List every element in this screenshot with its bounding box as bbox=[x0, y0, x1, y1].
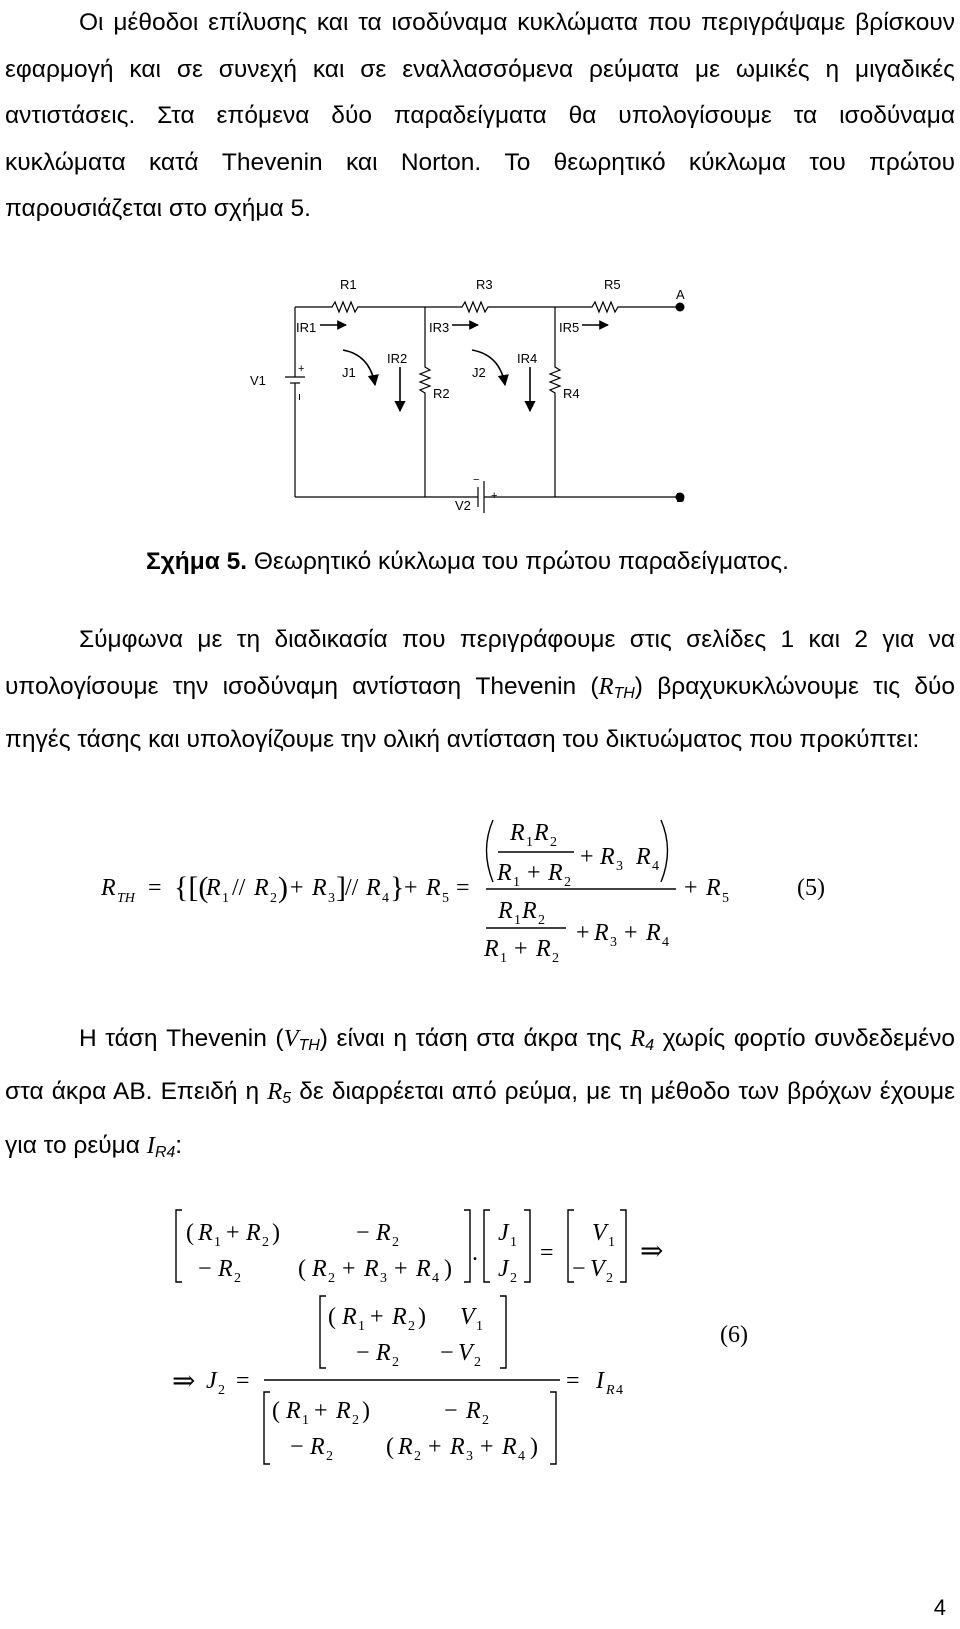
label-v2-plus: + bbox=[491, 490, 498, 502]
svg-text:R: R bbox=[246, 1220, 261, 1246]
svg-text:(: ( bbox=[272, 1398, 280, 1424]
svg-text:+: + bbox=[370, 1304, 384, 1330]
svg-text:R: R bbox=[534, 820, 549, 846]
para2-text-2: ) βραχυκυκλώνουμε τις δύο πηγές τάσης και υπολογίζουμε την ολική αντίσταση του δικτυώματος που προκύπτει: bbox=[5, 672, 956, 753]
para2-symbol: R bbox=[598, 672, 614, 700]
svg-text:4: 4 bbox=[662, 935, 669, 950]
svg-text:1: 1 bbox=[608, 1235, 615, 1250]
svg-text:1: 1 bbox=[510, 1235, 517, 1250]
svg-text:2: 2 bbox=[414, 1449, 421, 1464]
svg-text:R: R bbox=[416, 1256, 431, 1282]
svg-text:+: + bbox=[580, 844, 594, 870]
svg-text:2: 2 bbox=[352, 1413, 359, 1428]
para3-text-5: : bbox=[175, 1131, 183, 1159]
para3-i: I bbox=[146, 1131, 155, 1159]
svg-text:2: 2 bbox=[392, 1355, 399, 1370]
svg-text:+: + bbox=[514, 936, 528, 962]
label-node-b: B bbox=[676, 490, 685, 505]
label-ir3: IR3 bbox=[429, 320, 450, 335]
svg-text:R: R bbox=[502, 1434, 517, 1460]
svg-text:2: 2 bbox=[474, 1355, 481, 1370]
caption-label: Σχήμα 5. bbox=[146, 548, 248, 575]
svg-text:+: + bbox=[428, 1434, 442, 1460]
svg-text:2: 2 bbox=[326, 1449, 333, 1464]
para3-r5: R bbox=[267, 1078, 283, 1106]
svg-text:): ) bbox=[530, 1434, 538, 1460]
svg-text:): ) bbox=[418, 1304, 426, 1330]
svg-text:R: R bbox=[522, 898, 537, 924]
label-ir1: IR1 bbox=[296, 320, 317, 335]
svg-text:): ) bbox=[278, 871, 288, 904]
label-ir2: IR2 bbox=[387, 351, 408, 366]
svg-text:+: + bbox=[684, 875, 698, 901]
svg-text:−: − bbox=[444, 1398, 458, 1424]
svg-text:R: R bbox=[498, 898, 513, 924]
svg-text:R: R bbox=[198, 1220, 213, 1246]
svg-text:R: R bbox=[342, 1304, 357, 1330]
svg-text:1: 1 bbox=[358, 1319, 365, 1334]
svg-text:R: R bbox=[484, 936, 499, 962]
svg-text:1: 1 bbox=[526, 835, 533, 850]
svg-text:+: + bbox=[226, 1220, 240, 1246]
svg-text:R: R bbox=[510, 820, 525, 846]
svg-text:2: 2 bbox=[392, 1235, 399, 1250]
label-r2: R2 bbox=[433, 386, 450, 401]
svg-text:+: + bbox=[314, 1398, 328, 1424]
svg-text:−: − bbox=[356, 1220, 370, 1246]
thevenin-resistance-paragraph bbox=[5, 617, 955, 763]
svg-text:J: J bbox=[498, 1256, 509, 1282]
svg-text://: // bbox=[232, 875, 246, 901]
para3-r4: R bbox=[630, 1025, 646, 1052]
svg-text:R: R bbox=[376, 1220, 391, 1246]
label-j2: J2 bbox=[472, 365, 486, 380]
svg-text:−: − bbox=[290, 1434, 304, 1460]
svg-text:J: J bbox=[498, 1220, 509, 1246]
thevenin-voltage-paragraph bbox=[5, 1016, 955, 1176]
svg-text:R: R bbox=[646, 920, 661, 946]
svg-text:(: ( bbox=[328, 1304, 336, 1330]
svg-text:V: V bbox=[458, 1340, 473, 1366]
svg-text:2: 2 bbox=[262, 1235, 269, 1250]
svg-text:R: R bbox=[312, 875, 327, 901]
circuit-diagram bbox=[240, 275, 710, 525]
svg-text:}: } bbox=[390, 871, 405, 904]
svg-text:V: V bbox=[590, 1256, 605, 1282]
label-v2: V2 bbox=[455, 498, 471, 513]
para3-i-sub: R4 bbox=[154, 1143, 176, 1161]
para3-text-4: δε διαρρέεται από ρεύμα, με τη μέθοδο των βρόχων έχουμε για το ρεύμα bbox=[5, 1078, 955, 1159]
svg-text:.: . bbox=[472, 1240, 478, 1266]
svg-text:+: + bbox=[576, 920, 590, 946]
caption-text: Θεωρητικό κύκλωμα του πρώτου παραδείγματος. bbox=[247, 548, 789, 575]
svg-text:=: = bbox=[456, 875, 470, 901]
svg-text:3: 3 bbox=[328, 891, 335, 906]
svg-text:R: R bbox=[450, 1434, 465, 1460]
svg-text:4: 4 bbox=[652, 859, 659, 874]
svg-text:⇒: ⇒ bbox=[640, 1236, 664, 1267]
svg-text:−: − bbox=[440, 1340, 454, 1366]
svg-text:1: 1 bbox=[476, 1319, 483, 1334]
intro-paragraph: Οι μέθοδοι επίλυσης και τα ισοδύναμα κυκλώματα που περιγράψαμε βρίσκουν εφαρμογή και σε συνεχή και σε εναλλασσόμενα ρεύματα με ωμικές η μιγαδικές αντιστάσεις. Στα επόμενα δύο παραδείγματα θα υπολογίσουμε τα ισοδύναμα κυκλώματα κατά Thevenin και Norton. Το θεωρητικό κύκλωμα του πρώτου παρουσιάζεται στο σχήμα 5. bbox=[5, 9, 955, 222]
svg-text:R: R bbox=[536, 936, 551, 962]
svg-text:2: 2 bbox=[606, 1271, 613, 1286]
svg-text:3: 3 bbox=[610, 935, 617, 950]
svg-text:R: R bbox=[466, 1398, 481, 1424]
svg-text:2: 2 bbox=[408, 1319, 415, 1334]
equation-5-number: (5) bbox=[797, 875, 825, 901]
svg-text:2: 2 bbox=[550, 835, 557, 850]
svg-text:1: 1 bbox=[513, 875, 520, 890]
svg-text:2: 2 bbox=[328, 1271, 335, 1286]
svg-text:2: 2 bbox=[482, 1413, 489, 1428]
svg-text:2: 2 bbox=[234, 1271, 241, 1286]
equation-6 bbox=[0, 1200, 960, 1475]
label-ir4: IR4 bbox=[517, 351, 538, 366]
svg-text:⇒: ⇒ bbox=[172, 1366, 196, 1397]
svg-text:2: 2 bbox=[552, 951, 559, 966]
label-r1: R1 bbox=[340, 277, 357, 292]
para3-text-3: χωρίς φορτίο συνδεδεμένο στα άκρα ΑΒ. Επειδή η bbox=[5, 1025, 956, 1106]
svg-text:1: 1 bbox=[302, 1413, 309, 1428]
svg-text:5: 5 bbox=[442, 891, 449, 906]
svg-text:R: R bbox=[364, 1256, 379, 1282]
svg-text:{[(: {[( bbox=[174, 871, 209, 904]
svg-text:3: 3 bbox=[380, 1271, 387, 1286]
svg-text:V: V bbox=[592, 1220, 607, 1246]
svg-text:−: − bbox=[356, 1340, 370, 1366]
svg-text:R: R bbox=[312, 1256, 327, 1282]
svg-text:R: R bbox=[366, 875, 381, 901]
svg-text:R: R bbox=[398, 1434, 413, 1460]
para2-text-1: Σύμφωνα με τη διαδικασία που περιγράφουμε στις σελίδες 1 και 2 για να υπολογίσουμε την ισοδύναμη αντίσταση Thevenin ( bbox=[5, 626, 955, 700]
svg-text:R: R bbox=[426, 875, 441, 901]
svg-text:4: 4 bbox=[432, 1271, 439, 1286]
svg-text:R: R bbox=[392, 1304, 407, 1330]
svg-text:R: R bbox=[286, 1398, 301, 1424]
svg-text:R: R bbox=[310, 1434, 325, 1460]
svg-text:R: R bbox=[497, 860, 512, 886]
svg-text:1: 1 bbox=[222, 891, 229, 906]
svg-text:=: = bbox=[236, 1368, 250, 1394]
svg-text:1: 1 bbox=[214, 1235, 221, 1250]
svg-text:=: = bbox=[566, 1368, 580, 1394]
label-v1-plus: + bbox=[298, 363, 305, 375]
svg-text:3: 3 bbox=[616, 859, 623, 874]
svg-text:2: 2 bbox=[564, 875, 571, 890]
label-r3: R3 bbox=[476, 277, 493, 292]
para3-r5-sub: 5 bbox=[282, 1090, 292, 1108]
svg-text:=: = bbox=[148, 875, 162, 901]
svg-text:5: 5 bbox=[722, 891, 729, 906]
svg-text:I: I bbox=[596, 1368, 604, 1394]
svg-text:+: + bbox=[394, 1256, 408, 1282]
svg-text:4: 4 bbox=[616, 1383, 623, 1398]
svg-text:+: + bbox=[290, 875, 304, 901]
svg-text:TH: TH bbox=[117, 891, 135, 906]
svg-text:3: 3 bbox=[466, 1449, 473, 1464]
svg-text:(: ( bbox=[386, 1434, 394, 1460]
svg-text:): ) bbox=[362, 1398, 370, 1424]
svg-text:R: R bbox=[336, 1398, 351, 1424]
svg-text:R: R bbox=[636, 844, 651, 870]
svg-text:R: R bbox=[218, 1256, 233, 1282]
svg-text:): ) bbox=[444, 1256, 452, 1282]
svg-text://: // bbox=[345, 875, 359, 901]
label-v1: V1 bbox=[250, 373, 266, 388]
svg-text:−: − bbox=[572, 1256, 586, 1282]
svg-text:1: 1 bbox=[514, 913, 521, 928]
figure-caption bbox=[146, 547, 789, 577]
svg-text:2: 2 bbox=[510, 1271, 517, 1286]
label-node-a: A bbox=[676, 287, 685, 302]
page-number: 4 bbox=[933, 1595, 946, 1620]
para3-v: V bbox=[283, 1025, 299, 1052]
svg-text:R: R bbox=[606, 1383, 615, 1398]
svg-text:R: R bbox=[206, 875, 221, 901]
svg-text:2: 2 bbox=[270, 891, 277, 906]
para3-text-2: ) είναι η τάση στα άκρα της bbox=[319, 1025, 631, 1052]
label-r4: R4 bbox=[563, 386, 580, 401]
svg-text:): ) bbox=[272, 1220, 280, 1246]
label-j1: J1 bbox=[342, 365, 356, 380]
para3-r4-sub: 4 bbox=[645, 1036, 655, 1054]
svg-text:V: V bbox=[460, 1304, 475, 1330]
svg-text:J: J bbox=[206, 1368, 217, 1394]
svg-text:=: = bbox=[540, 1240, 554, 1266]
svg-text:+: + bbox=[342, 1256, 356, 1282]
svg-text:4: 4 bbox=[518, 1449, 525, 1464]
svg-text:R: R bbox=[548, 860, 563, 886]
svg-text:+: + bbox=[624, 920, 638, 946]
svg-text:4: 4 bbox=[382, 891, 389, 906]
svg-text:R: R bbox=[101, 875, 116, 901]
svg-text:(: ( bbox=[298, 1256, 306, 1282]
svg-text:1: 1 bbox=[500, 951, 507, 966]
para2-subscript: TH bbox=[613, 684, 635, 702]
para3-v-sub: TH bbox=[298, 1036, 320, 1054]
label-v1-minus: ı bbox=[298, 391, 302, 403]
svg-text:R: R bbox=[600, 844, 615, 870]
equation-6-number: (6) bbox=[720, 1322, 748, 1348]
svg-text:R: R bbox=[706, 875, 721, 901]
svg-text:R: R bbox=[254, 875, 269, 901]
svg-text:]: ] bbox=[336, 871, 346, 904]
label-v2-minus: − bbox=[473, 474, 480, 486]
svg-text:2: 2 bbox=[538, 913, 545, 928]
para3-text-1: Η τάση Thevenin ( bbox=[79, 1025, 284, 1052]
equation-5 bbox=[0, 800, 960, 985]
svg-text:R: R bbox=[376, 1340, 391, 1366]
svg-text:(: ( bbox=[186, 1220, 194, 1246]
svg-text:+: + bbox=[404, 875, 418, 901]
label-r5: R5 bbox=[604, 277, 621, 292]
svg-text:R: R bbox=[594, 920, 609, 946]
svg-text:+: + bbox=[480, 1434, 494, 1460]
label-ir5: IR5 bbox=[559, 320, 580, 335]
svg-text:−: − bbox=[198, 1256, 212, 1282]
svg-text:+: + bbox=[527, 860, 541, 886]
svg-text:2: 2 bbox=[218, 1383, 225, 1398]
